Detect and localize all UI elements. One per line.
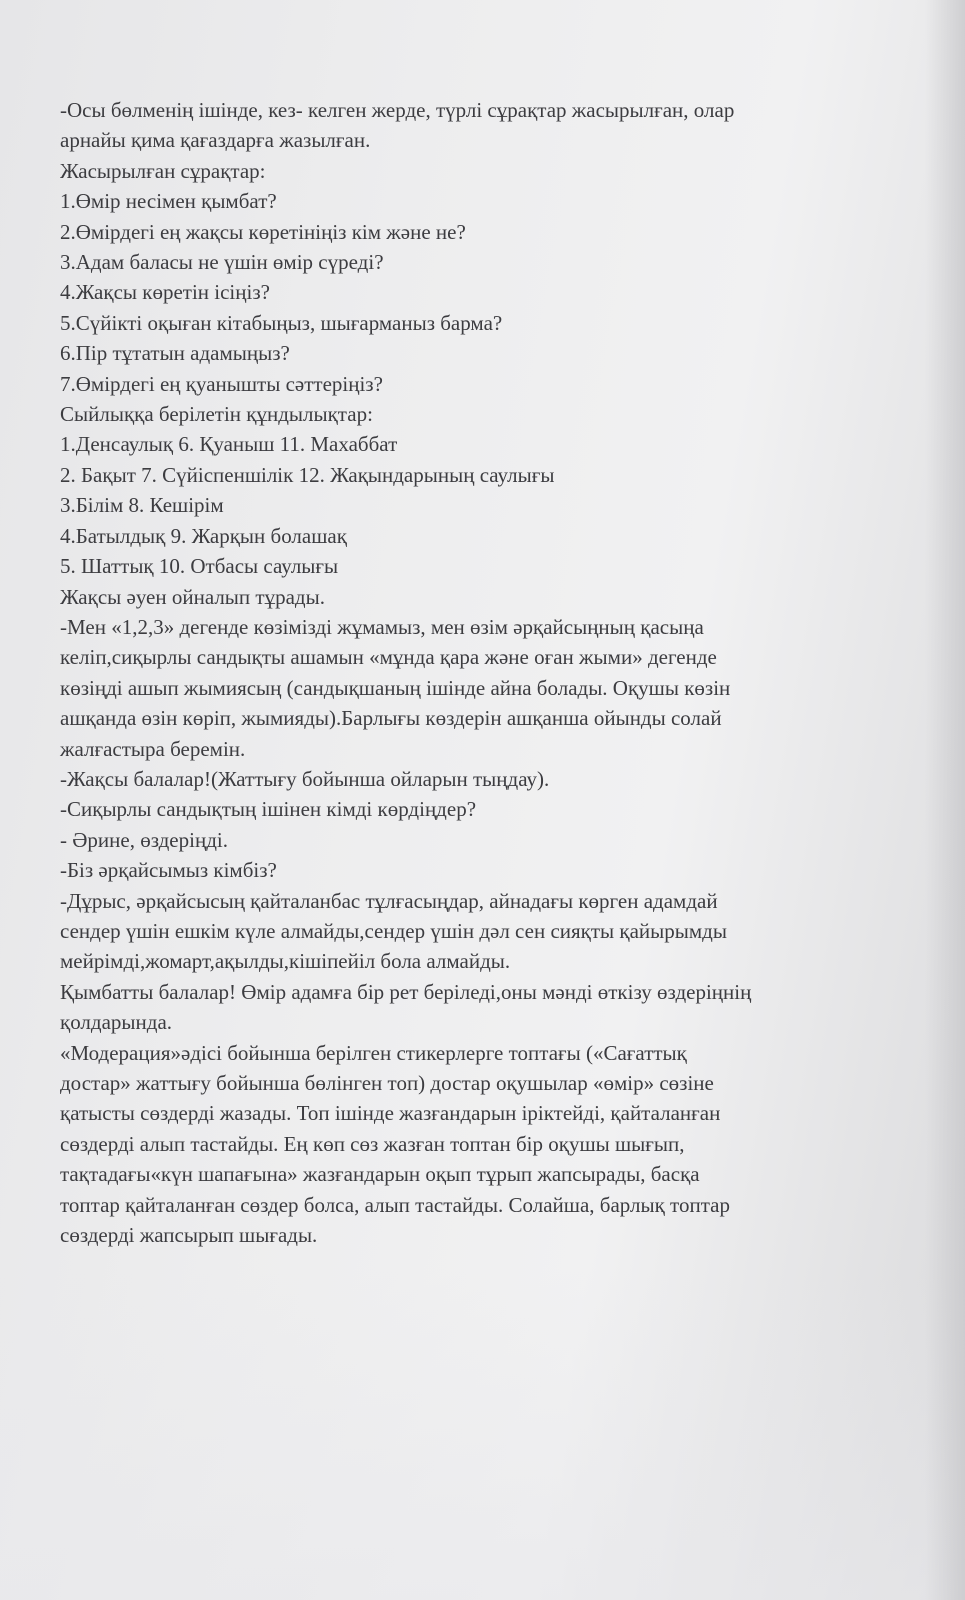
text-line: қатысты сөздерді жазады. Топ ішінде жазғандарын іріктейді, қайталанған [60, 1101, 721, 1126]
text-line: Сыйлыққа берілетін құндылықтар: [60, 402, 373, 427]
text-line: достар» жаттығу бойынша бөлінген топ) достар оқушылар «өмір» сөзіне [60, 1071, 714, 1095]
text-line: -Сиқырлы сандықтың ішінен кімді көрдіңдер? [60, 797, 477, 822]
text-line: -Біз әрқайсымыз кімбіз? [60, 858, 277, 883]
text-line: 4.Жақсы көретін ісіңіз? [60, 280, 270, 305]
text-line: «Модерация»әдісі бойынша берілген стикерлерге топтағы («Сағаттық [60, 1040, 687, 1065]
text-line: қолдарында. [60, 1010, 173, 1035]
text-line: сөздерді жапсырып шығады. [60, 1223, 318, 1248]
text-line: мейрімді,жомарт,ақылды,кішіпейіл бола алмайды. [60, 949, 511, 974]
paper-shading [0, 1270, 965, 1600]
text-line: - Әрине, өздеріңді. [60, 827, 228, 852]
text-line: жалғастыра беремін. [60, 736, 246, 761]
text-line: 5.Сүйікті оқыған кітабыңыз, шығарманыз барма? [60, 310, 503, 335]
text-line: ашқанда өзін көріп, жымияды).Барлығы көздерін ашқанша ойынды солай [60, 706, 722, 731]
text-line: 6.Пір тұтатын адамыңыз? [60, 341, 290, 366]
text-line: Қымбатты балалар! Өмір адамға бір рет беріледі,оны мәнді өткізу өздеріңнің [60, 979, 752, 1004]
text-line: -Жақсы балалар!(Жаттығу бойынша ойларын тыңдау). [60, 766, 550, 791]
text-line: 2. Бақыт 7. Сүйіспеншілік 12. Жақындарының саулығы [60, 462, 555, 487]
text-line: арнайы қима қағаздарға жазылған. [60, 128, 371, 153]
text-line: келіп,сиқырлы сандықты ашамын «мұнда қара және оған жыми» дегенде [60, 645, 717, 670]
text-line: Жасырылған сұрақтар: [60, 158, 266, 183]
text-line: 4.Батылдық 9. Жарқын болашақ [60, 523, 347, 548]
text-line: Жақсы әуен ойналып тұрады. [60, 584, 325, 609]
text-line: тақтадағы«күн шапағына» жазғандарын оқып тұрып жапсырады, басқа [60, 1162, 700, 1187]
text-line: 3.Білім 8. Кешірім [60, 493, 224, 518]
text-line: топтар қайталанған сөздер болса, алып тастайды. Солайша, барлық топтар [60, 1192, 730, 1217]
document-text [60, 95, 940, 1250]
text-line: көзіңді ашып жымиясың (сандықшаның ішінде айна болады. Оқушы көзін [60, 675, 731, 700]
text-line: 1.Денсаулық 6. Қуаныш 11. Махаббат [60, 432, 398, 457]
text-line: 7.Өмірдегі ең қуанышты сәттеріңіз? [60, 371, 383, 396]
text-line: 3.Адам баласы не үшін өмір сүреді? [60, 250, 384, 275]
text-line: 5. Шаттық 10. Отбасы саулығы [60, 554, 339, 579]
text-line: сендер үшін ешкім күле алмайды,сендер үшін дәл сен сияқты қайырымды [60, 918, 727, 943]
text-line: -Дұрыс, әрқайсысың қайталанбас тұлғасыңдар, айнадағы көрген адамдай [60, 888, 718, 913]
text-line: -Мен «1,2,3» дегенде көзімізді жұмамыз, мен өзім әрқайсыңның қасыңа [60, 614, 704, 639]
text-line: 2.Өмірдегі ең жақсы көретініңіз кім және не? [60, 219, 466, 244]
text-line: сөздерді алып тастайды. Ең көп сөз жазған топтан бір оқушы шығып, [60, 1131, 685, 1156]
text-line: -Осы бөлменің ішінде, кез- келген жерде, түрлі сұрақтар жасырылған, олар [60, 98, 735, 122]
text-line: 1.Өмір несімен қымбат? [60, 189, 277, 214]
